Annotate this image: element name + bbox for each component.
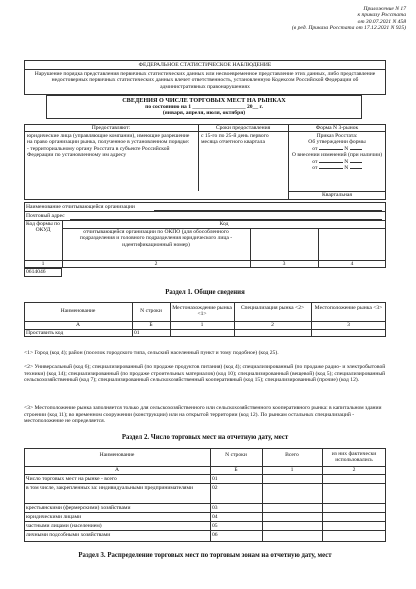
s2-row-1-name: Число торговых мест на рынке - всего	[26, 476, 117, 482]
s2-row-6-line: 06	[212, 532, 218, 538]
quarter-months: (января, апреля, июля, октября)	[162, 110, 246, 117]
s2-idx-2: 2	[352, 467, 356, 473]
legal-warning: Нарушение порядка представления первичных статистических данных или несвоевременное представление этих данных, либо представление недостоверных первичных статистических данных влечет ответственность, установленную Кодексом Российской Федерации об административных правонарушениях	[24, 69, 386, 95]
s1-idx-3: 3	[347, 322, 350, 328]
appendix-line-1: Приложение N 17	[363, 6, 406, 12]
postal-address-label: Почтовый адрес	[26, 213, 65, 219]
appendix-block	[206, 6, 406, 32]
submitters-body	[27, 133, 195, 159]
s2-col-name: Наименование	[99, 452, 135, 458]
s1-col-location: Местонахождение рынка <1>	[172, 305, 232, 318]
s2-row-6-name: личными подсобными хозяйствами	[26, 532, 111, 538]
section3-title: Раздел 3. Распределение торговых мест по торговым зонам на отчетную дату, мест	[78, 552, 332, 559]
s2-idx-b: Б	[234, 467, 238, 473]
s1-row-name: Проставить код	[26, 330, 64, 336]
org-name-label: Наименование отчитывающейся организации	[26, 204, 135, 210]
submitters-entities: юридические лица (управляющие компании), имеющие разрешение на право организации рынка, полученное в установленном порядке:	[27, 133, 190, 146]
submitters-header: Предоставляют:	[91, 125, 131, 131]
org-col-3: 3	[282, 261, 286, 267]
footnote-1: <1> Город (код 4); район (поселок городского типа, сельский населенный пункт и тому подобное) (код 25).	[24, 350, 279, 356]
as-of-date: по состоянию на 1 ___________________ 20__ г.	[145, 104, 263, 110]
order-changes: О внесении изменений (при наличии)	[291, 152, 383, 159]
federal-observation-header: ФЕДЕРАЛЬНОЕ СТАТИСТИЧЕСКОЕ НАБЛЮДЕНИЕ	[24, 60, 386, 70]
order-changes-date-1: от N	[290, 159, 384, 165]
form-number-header: Форма N 3-рынок	[315, 125, 359, 131]
order-block	[290, 133, 384, 171]
s1-idx-2: 2	[271, 322, 274, 328]
footnote-3: <3> Местоположение рынка заполняется только для сельскохозяйственного или сельскохозяйственного кооперативного рынка: в капитальном здании строении (код 11); во временном сооружении (конструкции) или на открытой территории (код 12). По рынкам остальных специализаций - местоположение не определяется.	[24, 405, 382, 425]
org-col-2: 2	[154, 261, 158, 267]
s2-col-total: Всего	[285, 452, 299, 458]
s1-idx-b: Б	[149, 322, 153, 328]
s2-row-3-name: крестьянскими (фермерскими) хозяйствами	[26, 505, 131, 511]
okpo-description: отчитывающейся организации по ОКПО (для обособленного подразделения и головного подразделения юридического лица - идентификационный номер)	[79, 229, 233, 248]
appendix-line-2: к приказу Росстата	[357, 12, 406, 19]
s1-col-specialization: Специализация рынка <2>	[240, 305, 305, 311]
code-header: Код	[219, 221, 229, 227]
okud-value: 0614046	[26, 269, 46, 275]
s1-col-name: Наименование	[60, 308, 96, 314]
s2-idx-a: А	[114, 467, 120, 473]
deadline-header: Сроки предоставления	[215, 125, 271, 131]
s2-col-line: N строки	[225, 452, 247, 458]
org-col-1: 1	[41, 261, 45, 267]
okud-label: Код формы по ОКУД	[26, 221, 60, 234]
appendix-line-4: (в ред. Приказа Росстата от 17.12.2021 N 925)	[291, 25, 406, 32]
order-changes-date-2: от N	[290, 165, 384, 171]
s2-row-3-line: 03	[212, 505, 218, 511]
s2-idx-1: 1	[290, 467, 294, 473]
form-title: СВЕДЕНИЯ О ЧИСЛЕ ТОРГОВЫХ МЕСТ НА РЫНКАХ	[122, 97, 286, 104]
s2-row-2-name: в том числе, закрепленных за: индивидуальными предпринимателями	[26, 485, 194, 491]
s1-row-line: 01	[134, 330, 140, 336]
s1-col-line: N строки	[140, 308, 162, 314]
s2-col-used: из них фактически использовались	[331, 451, 377, 464]
section2-title: Раздел 2. Число торговых мест на отчетную дату, мест	[121, 434, 289, 441]
appendix-line-3: от 30.07.2021 N 458	[357, 18, 406, 25]
submitters-recipient: - территориальному органу Росстата в субъекте Российской Федерации по установленному им адресу	[27, 145, 170, 159]
s2-row-4-name: юридическими лицами	[26, 514, 82, 520]
footnote-2: <2> Универсальный (код 6); специализированный (по продаже продуктов питания) (код 4); специализированный (по продаже радио- и электробытовой техники) (код 14); специализированный (по продаже строительных материалов) (код 10); специализированный (вещевой) (код 5); специализированный сельскохозяйственный (код 7); специализированный сельскохозяйственный кооперативный (код 15); специализированный (прочие) (код 12).	[24, 364, 386, 384]
order-approve: Об утверждении формы	[308, 139, 366, 146]
s2-row-1-line: 01	[212, 476, 218, 482]
s2-row-5-line: 05	[212, 523, 218, 529]
order-approve-date: от N	[290, 146, 384, 152]
form-title-box	[46, 95, 362, 119]
org-col-4: 4	[350, 261, 354, 267]
order-label: Приказ Росстата:	[316, 133, 358, 139]
s2-row-2-line: 02	[212, 485, 218, 491]
s1-idx-a: А	[75, 322, 81, 328]
s1-idx-1: 1	[200, 322, 204, 328]
deadline-body: с 15-го по 25-й день первого месяца отчетного квартала	[201, 133, 269, 146]
section1-title: Раздел 1. Общие сведения	[165, 289, 245, 296]
s1-col-placement: Местоположение рынка <3>	[314, 305, 383, 311]
s2-row-4-line: 04	[212, 514, 218, 520]
s2-row-5-name: частными лицами (населением)	[26, 523, 102, 529]
periodicity: Квартальная	[322, 192, 352, 198]
